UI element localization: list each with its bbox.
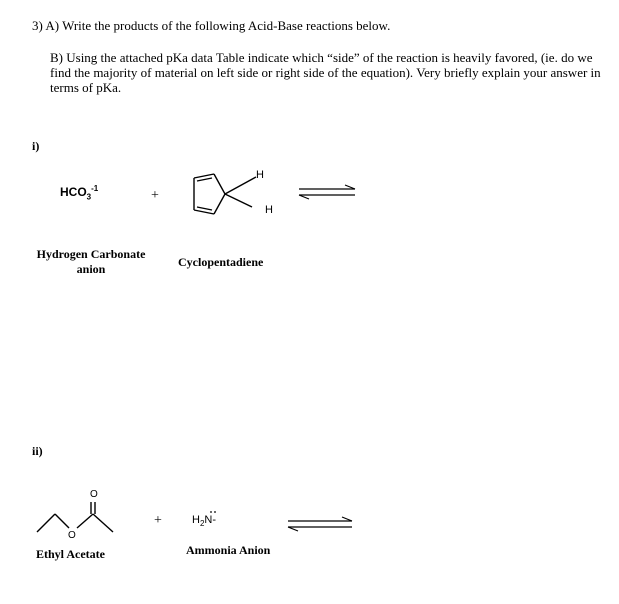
cyclopentadiene-name: Cyclopentadiene — [178, 255, 264, 269]
reaction-i-plus: + — [151, 188, 159, 203]
amide-anion-formula — [192, 514, 216, 528]
bicarbonate-name-line1: Hydrogen Carbonate — [36, 247, 146, 261]
amide-h: H — [192, 514, 200, 526]
cyclopentadiene-structure — [190, 165, 280, 225]
h-bottom-label: H — [265, 204, 273, 216]
bicarbonate-formula — [60, 184, 98, 201]
bicarbonate-charge: -1 — [91, 184, 99, 193]
bicarbonate-formula-main: HCO — [60, 185, 87, 199]
h-top-label: H — [256, 169, 264, 181]
carbonyl-oxygen: O — [90, 489, 98, 500]
amide-charge: - — [212, 514, 217, 526]
equilibrium-arrow-ii — [286, 516, 354, 532]
reaction-ii-plus: + — [154, 513, 162, 528]
equilibrium-arrow-i — [297, 184, 357, 200]
amide-subscript: 2 — [199, 519, 205, 529]
part-b-line: find the majority of material on left side or right side of the equation). Very briefly explain your answer in — [50, 65, 601, 80]
nitrogen-lone-pair — [209, 510, 219, 514]
bicarbonate-subscript: 3 — [86, 192, 92, 202]
part-b-line: terms of pKa. — [50, 80, 122, 95]
part-b-line: B) Using the attached pKa data Table indicate which “side” of the reaction is heavily favored, (ie. do we — [50, 50, 593, 65]
ester-oxygen: O — [68, 530, 76, 541]
ethyl-acetate-name: Ethyl Acetate — [36, 547, 105, 561]
question-title: 3) A) Write the products of the following Acid-Base reactions below. — [32, 18, 391, 33]
amide-n: N — [204, 514, 213, 526]
bicarbonate-name — [31, 247, 151, 277]
reaction-i-label: i) — [32, 139, 40, 153]
reaction-ii-label: ii) — [32, 444, 43, 458]
ethyl-acetate-structure — [35, 492, 135, 552]
bicarbonate-name-line2: anion — [76, 262, 106, 276]
question-part-b — [50, 50, 606, 95]
ammonia-anion-name: Ammonia Anion — [186, 543, 271, 557]
